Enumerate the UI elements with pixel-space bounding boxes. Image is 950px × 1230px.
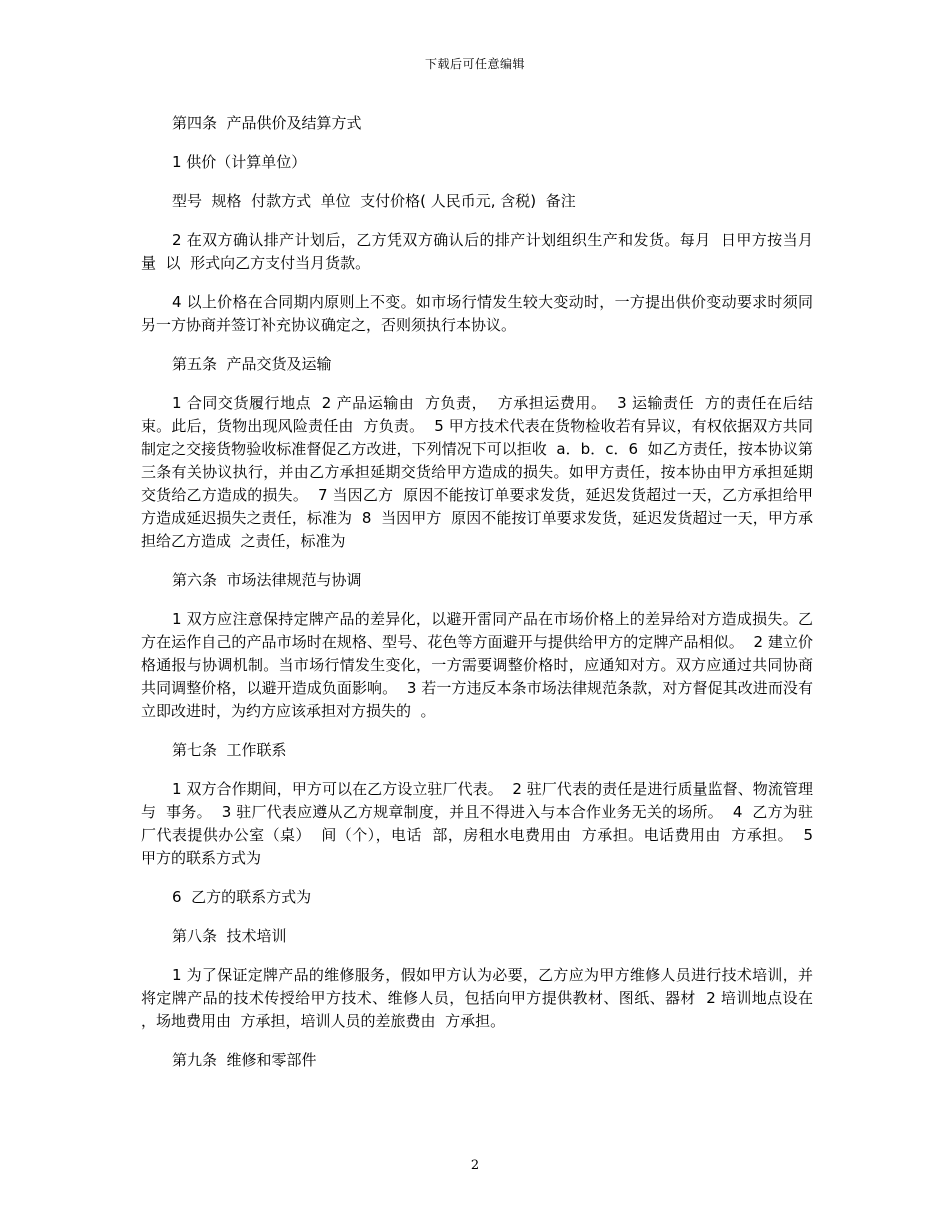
paragraph-work-contact: 1 双方合作期间，甲方可以在乙方设立驻厂代表。 2 驻厂代表的责任是进行质量监督、物流管理与 事务。 3 驻厂代表应遵从乙方规章制度，并且不得进入与本合作业务无关的场所。 4 乙方为驻厂代表提供办公室（桌） 间（个），电话 部，房租水电费用由 方承担。电话费用由 方承担。 5 甲方的联系方式为 <box>141 780 823 867</box>
paragraph-price-table-header: 型号 规格 付款方式 单位 支付价格( 人民币元, 含税) 备注 <box>172 192 576 210</box>
section-heading-article-7: 第七条 工作联系 <box>172 741 287 759</box>
document-body <box>141 112 823 1088</box>
paragraph-technical-training: 1 为了保证定牌产品的维修服务，假如甲方认为必要，乙方应为甲方维修人员进行技术培训，并将定牌产品的技术传授给甲方技术、维修人员，包括向甲方提供教材、图纸、器材 2 培训地点设在 ，场地费用由 方承担，培训人员的差旅费由 方承担。 <box>141 966 823 1030</box>
paragraph-party-b-contact: 6 乙方的联系方式为 <box>172 888 312 906</box>
section-heading-article-8: 第八条 技术培训 <box>172 927 287 945</box>
paragraph-market-coordination: 1 双方应注意保持定牌产品的差异化，以避开雷同产品在市场价格上的差异给对方造成损失。乙方在运作自己的产品市场时在规格、型号、花色等方面避开与提供给甲方的定牌产品相似。 2 建立价格通报与协调机制。当市场行情发生变化，一方需要调整价格时，应通知对方。双方应通过共同协商共同调整价格，以避开造成负面影响。 3 若一方违反本条市场法律规范条款，对方督促其改进而没有立即改进时，为约方应该承担对方损失的 。 <box>141 610 813 720</box>
paragraph-supply-price: 1 供价（计算单位） <box>172 153 307 171</box>
paragraph-delivery-transport: 1 合同交货履行地点 2 产品运输由 方负责， 方承担运费用。 3 运输责任 方的责任在后结束。此后，货物出现风险责任由 方负责。 5 甲方技术代表在货物检收若有异议，有权依据双方共同制定之交接货物验收标准督促乙方改进，下列情况下可以拒收 a．b．c．6 如乙方责任，按本协议第三条有关协议执行，并由乙方承担延期交货给甲方造成的损失。如甲方责任，按本协由甲方承担延期交货给乙方造成的损失。 7 当因乙方 原因不能按订单要求发货，延迟发货超过一天，乙方承担给甲方造成延迟损失之责任，标准为 8 当因甲方 原因不能按订单要求发货，延迟发货超过一天，甲方承担给乙方造成 之责任，标准为 <box>141 394 813 550</box>
section-heading-article-4: 第四条 产品供价及结算方式 <box>172 114 362 132</box>
page-number: 2 <box>470 1158 480 1173</box>
section-heading-article-6: 第六条 市场法律规范与协调 <box>172 571 362 589</box>
section-heading-article-9: 第九条 维修和零部件 <box>172 1051 317 1069</box>
paragraph-production-payment: 2 在双方确认排产计划后，乙方凭双方确认后的排产计划组织生产和发货。每月 日甲方按当月 量 以 形式向乙方支付当月货款。 <box>141 231 823 272</box>
paragraph-price-stability: 4 以上价格在合同期内原则上不变。如市场行情发生较大变动时，一方提出供价变动要求时须同另一方协商并签订补充协议确定之，否则须执行本协议。 <box>141 293 813 334</box>
page-header: 下载后可任意编辑 <box>424 57 525 71</box>
section-heading-article-5: 第五条 产品交货及运输 <box>172 355 332 373</box>
